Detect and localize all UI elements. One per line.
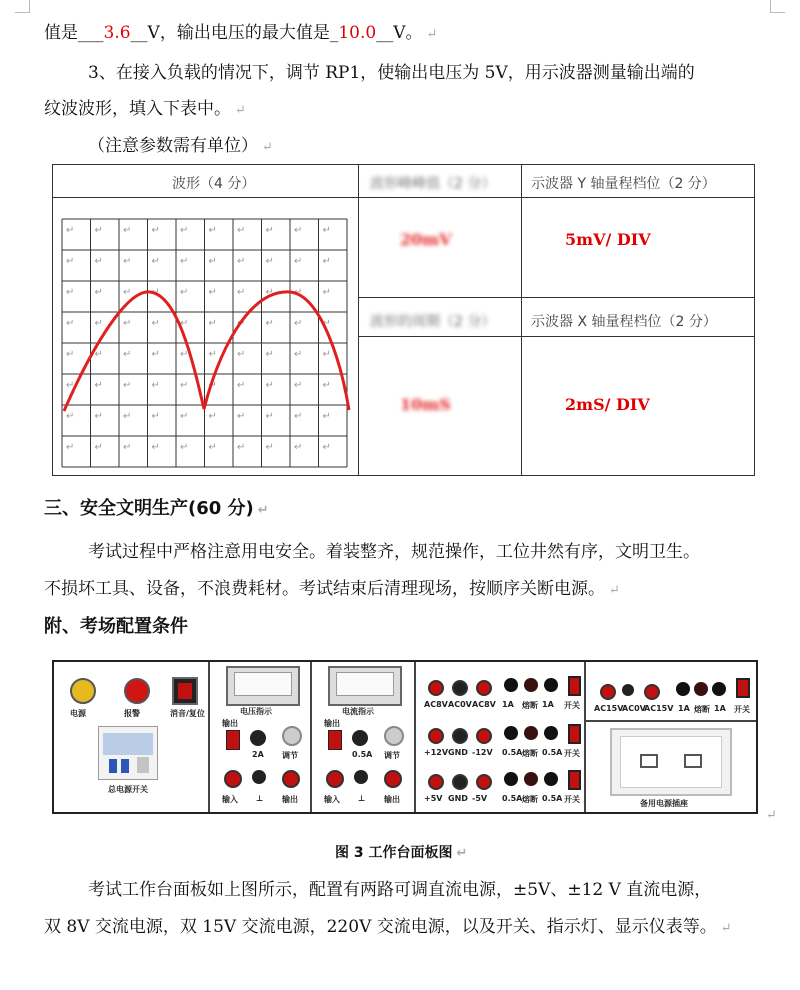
fuse-blown-lamp — [694, 682, 708, 696]
cell-return-mark: ↵ — [123, 225, 132, 236]
cell-return-mark: ↵ — [151, 411, 160, 422]
question-3-line-1: 3、在接入负载的情况下，调节 RP1，使输出电压为 5V，用示波器测量输出端的 — [88, 63, 695, 83]
cell-return-mark: ↵ — [151, 349, 160, 360]
ac15-right-label: AC15V — [644, 704, 674, 713]
output-jack — [352, 730, 368, 746]
cell-return-mark: ↵ — [237, 287, 246, 298]
cell-return-mark: ↵ — [208, 318, 217, 329]
out-jack — [384, 770, 402, 788]
voltmeter — [226, 666, 300, 706]
margin-corner-mark — [15, 0, 30, 13]
cell-return-mark: ↵ — [265, 349, 274, 360]
cell-return-mark: ↵ — [265, 442, 274, 453]
alarm-lamp — [124, 678, 150, 704]
cell-return-mark: ↵ — [294, 287, 303, 298]
switch-label: 开关 — [564, 749, 580, 758]
answer-value: 3.6 — [103, 23, 131, 43]
supply-label: +12V — [424, 748, 449, 757]
ac15-left-label: AC15V — [594, 704, 624, 713]
power-label: 电源 — [70, 709, 86, 718]
panel-section-indicators — [54, 662, 210, 812]
appendix-title: 附、考场配置条件 — [44, 616, 188, 637]
breaker-label: 总电源开关 — [108, 785, 148, 794]
text: 三、安全文明生产(60 分) — [44, 498, 254, 519]
yscale-header: 示波器 Y 轴量程档位（2 分） — [531, 176, 716, 192]
closing-line-2 — [44, 912, 732, 937]
supply-jack — [452, 728, 468, 744]
paragraph-mark: ↵ — [426, 27, 438, 42]
cell-return-mark: ↵ — [322, 256, 331, 267]
input-jack — [224, 770, 242, 788]
panel-section-supplies — [416, 662, 586, 812]
text: __V。 — [376, 23, 423, 43]
fuse-label: 熔断 — [694, 705, 710, 714]
supply-jack — [428, 774, 444, 790]
cell-return-mark: ↵ — [94, 256, 103, 267]
cell-return-mark: ↵ — [265, 287, 274, 298]
cell-return-mark: ↵ — [294, 225, 303, 236]
cell-return-mark: ↵ — [322, 349, 331, 360]
fuse-1a — [712, 682, 726, 696]
cell-return-mark: ↵ — [180, 225, 189, 236]
cell-return-mark: ↵ — [151, 225, 160, 236]
cell-return-mark: ↵ — [180, 380, 189, 391]
section-3-para-line-1: 考试过程中严格注意用电安全。着装整齐，规范操作，工位井然有序，文明卫生。 — [88, 542, 700, 562]
fuse-label: 1A — [542, 700, 554, 709]
cell-return-mark: ↵ — [66, 287, 75, 298]
cell-return-mark: ↵ — [265, 225, 274, 236]
text: （注意参数需有单位） — [88, 136, 258, 156]
adjust-knob — [384, 726, 404, 746]
cell-return-mark: ↵ — [180, 411, 189, 422]
supply-jack — [452, 774, 468, 790]
cell-return-mark: ↵ — [180, 442, 189, 453]
ammeter — [328, 666, 402, 706]
fuse-holder — [524, 726, 538, 740]
cell-return-mark: ↵ — [237, 380, 246, 391]
supply-jack — [428, 680, 444, 696]
reset-label: 消音/复位 — [170, 709, 205, 718]
cell-return-mark: ↵ — [294, 411, 303, 422]
cell-return-mark: ↵ — [265, 380, 274, 391]
cell-return-mark: ↵ — [294, 318, 303, 329]
cell-return-mark: ↵ — [66, 442, 75, 453]
output-switch — [226, 730, 240, 750]
margin-corner-mark — [770, 0, 785, 13]
supply-label: GND — [448, 794, 468, 803]
paragraph-mark: ↵ — [766, 808, 777, 823]
reset-button — [172, 677, 198, 705]
cell-return-mark: ↵ — [237, 349, 246, 360]
question-3-line-2 — [44, 94, 246, 119]
waveform-plot — [52, 197, 359, 476]
supply-jack — [428, 728, 444, 744]
switch-label: 开关 — [734, 705, 750, 714]
supply-label: -5V — [472, 794, 488, 803]
cell-return-mark: ↵ — [322, 380, 331, 391]
cell-return-mark: ↵ — [294, 349, 303, 360]
cell-return-mark: ↵ — [66, 380, 75, 391]
cell-return-mark: ↵ — [94, 442, 103, 453]
text: __V，输出电压的最大值是_ — [130, 23, 339, 43]
fuse-label: 1A — [714, 704, 726, 713]
text: 不损坏工具、设备，不浪费耗材。考试结束后清理现场，按顺序关断电源。 — [44, 579, 605, 599]
main-breaker — [98, 726, 158, 780]
cell-return-mark: ↵ — [123, 287, 132, 298]
yscale-value: 5mV/ DIV — [565, 230, 651, 249]
fuse-label: 1A — [678, 704, 690, 713]
cell-return-mark: ↵ — [123, 442, 132, 453]
ac15-jack-right — [644, 684, 660, 700]
supply-jack — [476, 774, 492, 790]
xscale-header: 示波器 X 轴量程档位（2 分） — [531, 314, 717, 330]
period-value: 10mS — [400, 395, 451, 414]
text: 值是___ — [44, 23, 104, 43]
cell-return-mark: ↵ — [208, 256, 217, 267]
cell-return-mark: ↵ — [123, 318, 132, 329]
socket-label: 备用电源插座 — [640, 799, 688, 808]
cell-return-mark: ↵ — [294, 442, 303, 453]
supply-label: AC8V — [424, 700, 448, 709]
answer-line — [44, 18, 437, 43]
out-jack — [282, 770, 300, 788]
supply-switch — [568, 724, 581, 744]
cell-return-mark: ↵ — [208, 380, 217, 391]
cell-return-mark: ↵ — [180, 318, 189, 329]
cell-return-mark: ↵ — [151, 318, 160, 329]
supply-jack — [476, 728, 492, 744]
switch-label: 开关 — [564, 701, 580, 710]
panel-section-current — [312, 662, 416, 812]
cell-return-mark: ↵ — [151, 442, 160, 453]
fuse-label: 0.5A — [502, 748, 523, 757]
output-label: 输出 — [222, 719, 238, 728]
cell-return-mark: ↵ — [237, 225, 246, 236]
cell-return-mark: ↵ — [322, 287, 331, 298]
cell-return-mark: ↵ — [322, 442, 331, 453]
supply-jack — [452, 680, 468, 696]
fuse-label: 1A — [502, 700, 514, 709]
fuse-holder — [504, 772, 518, 786]
cell-return-mark: ↵ — [237, 256, 246, 267]
in-label: 输入 — [324, 795, 340, 804]
cell-return-mark: ↵ — [180, 287, 189, 298]
supply-label: -12V — [472, 748, 493, 757]
panel-section-voltage — [210, 662, 312, 812]
panel-section-ac15 — [586, 662, 756, 812]
ac0-label: AC0V — [622, 704, 646, 713]
ground-jack — [354, 770, 368, 784]
paragraph-mark: ↵ — [257, 503, 269, 518]
cell-return-mark: ↵ — [208, 225, 217, 236]
in-label: 输入 — [222, 795, 238, 804]
cell-return-mark: ↵ — [208, 411, 217, 422]
fuse-holder — [544, 726, 558, 740]
cell-return-mark: ↵ — [208, 349, 217, 360]
text: 图 3 工作台面板图 — [335, 845, 453, 861]
text: 双 8V 交流电源，双 15V 交流电源，220V 交流电源，以及开关、指示灯、显示仪表等。 — [44, 917, 717, 937]
cell-return-mark: ↵ — [66, 225, 75, 236]
xscale-value: 2mS/ DIV — [565, 395, 650, 414]
cell-return-mark: ↵ — [180, 349, 189, 360]
cell-return-mark: ↵ — [94, 380, 103, 391]
ac15-switch — [736, 678, 750, 698]
cell-return-mark: ↵ — [123, 256, 132, 267]
fuse-holder — [524, 678, 538, 692]
fuse-holder — [524, 772, 538, 786]
cell-return-mark: ↵ — [237, 442, 246, 453]
ppv-value: 20mV — [400, 230, 452, 249]
output-label: 输出 — [324, 719, 340, 728]
period-header: 波形的周期（2 分） — [370, 314, 496, 330]
ac15-jack-left — [600, 684, 616, 700]
wave-header: 波形（4 分） — [172, 176, 256, 192]
cell-return-mark: ↵ — [123, 380, 132, 391]
ripple-waveform — [64, 292, 349, 411]
adjust-knob — [282, 726, 302, 746]
outp-label: 输出 — [384, 795, 400, 804]
voltmeter-title: 电压指示 — [240, 707, 272, 716]
cell-return-mark: ↵ — [322, 318, 331, 329]
ground-jack — [252, 770, 266, 784]
fuse-label: 熔断 — [522, 795, 538, 804]
cell-return-mark: ↵ — [265, 318, 274, 329]
cell-return-mark: ↵ — [94, 287, 103, 298]
fuse-holder — [504, 726, 518, 740]
paragraph-mark: ↵ — [720, 921, 732, 936]
gnd-label: ⊥ — [256, 794, 264, 803]
cell-return-mark: ↵ — [180, 256, 189, 267]
cell-return-mark: ↵ — [294, 256, 303, 267]
closing-line-1: 考试工作台面板如上图所示，配置有两路可调直流电源，±5V、±12 V 直流电源， — [88, 880, 712, 900]
section-3-para-line-2 — [44, 574, 620, 599]
cell-return-mark: ↵ — [237, 411, 246, 422]
cell-return-mark: ↵ — [151, 256, 160, 267]
gnd-label: ⊥ — [358, 794, 366, 803]
cell-return-mark: ↵ — [66, 411, 75, 422]
cell-return-mark: ↵ — [66, 256, 75, 267]
input-jack — [326, 770, 344, 788]
paragraph-mark: ↵ — [235, 103, 246, 118]
cell-return-mark: ↵ — [94, 318, 103, 329]
supply-jack — [476, 680, 492, 696]
range-label: 2A — [252, 750, 264, 759]
cell-return-mark: ↵ — [265, 256, 274, 267]
fuse-holder — [544, 678, 558, 692]
supply-label: AC0V — [448, 700, 472, 709]
output-jack — [250, 730, 266, 746]
cell-return-mark: ↵ — [151, 287, 160, 298]
cell-return-mark: ↵ — [123, 349, 132, 360]
paragraph-mark: ↵ — [609, 583, 620, 598]
ammeter-title: 电流指示 — [342, 707, 374, 716]
cell-return-mark: ↵ — [208, 442, 217, 453]
fuse-label: 熔断 — [522, 749, 538, 758]
note-line — [88, 131, 273, 156]
cell-return-mark: ↵ — [66, 318, 75, 329]
paragraph-mark: ↵ — [262, 140, 273, 155]
cell-return-mark: ↵ — [237, 318, 246, 329]
cell-return-mark: ↵ — [322, 225, 331, 236]
supply-label: AC8V — [472, 700, 496, 709]
fuse-label: 0.5A — [542, 794, 563, 803]
figure-caption — [335, 842, 467, 862]
range-label: 0.5A — [352, 750, 373, 759]
outp-label: 输出 — [282, 795, 298, 804]
switch-label: 开关 — [564, 795, 580, 804]
text: 纹波波形，填入下表中。 — [44, 99, 231, 119]
cell-return-mark: ↵ — [208, 287, 217, 298]
cell-return-mark: ↵ — [151, 380, 160, 391]
spare-power-socket — [610, 728, 732, 796]
cell-return-mark: ↵ — [294, 380, 303, 391]
supply-label: GND — [448, 748, 468, 757]
alarm-label: 报警 — [124, 709, 140, 718]
workbench-panel-figure — [52, 660, 758, 814]
adjust-label: 调节 — [384, 751, 400, 760]
output-switch — [328, 730, 342, 750]
ac0-jack — [622, 684, 634, 696]
power-lamp — [70, 678, 96, 704]
supply-switch — [568, 770, 581, 790]
supply-switch — [568, 676, 581, 696]
answer-value: 10.0 — [338, 23, 377, 43]
cell-return-mark: ↵ — [265, 411, 274, 422]
fuse-holder — [504, 678, 518, 692]
cell-return-mark: ↵ — [123, 411, 132, 422]
adjust-label: 调节 — [282, 751, 298, 760]
cell-return-mark: ↵ — [66, 349, 75, 360]
section-3-title — [44, 494, 269, 520]
fuse-label: 熔断 — [522, 701, 538, 710]
cell-return-mark: ↵ — [322, 411, 331, 422]
paragraph-mark: ↵ — [456, 846, 468, 861]
ppv-header: 波形峰峰值（2 分） — [370, 176, 496, 192]
cell-return-mark: ↵ — [94, 225, 103, 236]
supply-label: +5V — [424, 794, 443, 803]
fuse-holder — [544, 772, 558, 786]
fuse-1a — [676, 682, 690, 696]
fuse-label: 0.5A — [542, 748, 563, 757]
cell-return-mark: ↵ — [94, 349, 103, 360]
fuse-label: 0.5A — [502, 794, 523, 803]
cell-return-mark: ↵ — [94, 411, 103, 422]
